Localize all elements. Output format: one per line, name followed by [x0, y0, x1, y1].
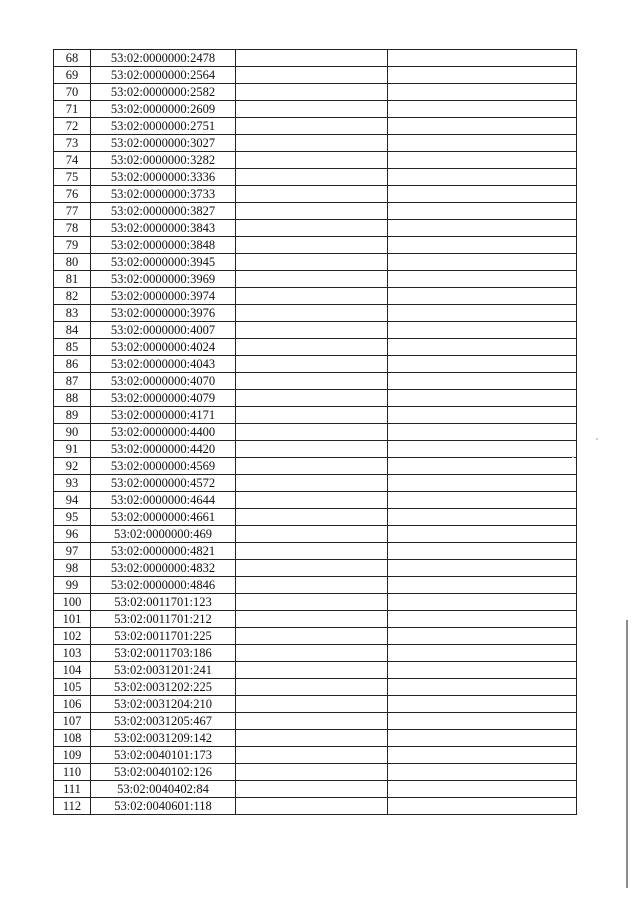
cadastral-number-cell: 53:02:0000000:3027 — [91, 135, 236, 152]
cadastral-number-cell: 53:02:0000000:469 — [91, 526, 236, 543]
table-row — [54, 305, 577, 322]
table-row — [54, 390, 577, 407]
empty-cell-3 — [236, 152, 388, 169]
cadastral-number-cell: 53:02:0000000:4079 — [91, 390, 236, 407]
row-number-cell: 68 — [54, 50, 91, 67]
row-number-cell: 109 — [54, 747, 91, 764]
cadastral-number-cell: 53:02:0031204:210 — [91, 696, 236, 713]
row-number-cell: 94 — [54, 492, 91, 509]
table-row — [54, 645, 577, 662]
cadastral-number-cell: 53:02:0031201:241 — [91, 662, 236, 679]
empty-cell-4 — [388, 339, 577, 356]
cadastral-number-cell: 53:02:0040102:126 — [91, 764, 236, 781]
empty-cell-4 — [388, 67, 577, 84]
empty-cell-3 — [236, 611, 388, 628]
empty-cell-4 — [388, 237, 577, 254]
table-row — [54, 509, 577, 526]
table-row — [54, 560, 577, 577]
table-row — [54, 254, 577, 271]
cadastral-number-cell: 53:02:0000000:3974 — [91, 288, 236, 305]
empty-cell-4 — [388, 152, 577, 169]
row-number-cell: 112 — [54, 798, 91, 815]
empty-cell-4 — [388, 492, 577, 509]
row-number-cell: 71 — [54, 101, 91, 118]
row-number-cell: 111 — [54, 781, 91, 798]
row-number-cell: 89 — [54, 407, 91, 424]
cadastral-number-cell: 53:02:0031205:467 — [91, 713, 236, 730]
table-row — [54, 152, 577, 169]
row-number-cell: 77 — [54, 203, 91, 220]
cadastral-number-cell: 53:02:0000000:4572 — [91, 475, 236, 492]
empty-cell-4 — [388, 50, 577, 67]
table-row — [54, 526, 577, 543]
table-row — [54, 322, 577, 339]
row-number-cell: 83 — [54, 305, 91, 322]
row-number-cell: 101 — [54, 611, 91, 628]
empty-cell-3 — [236, 798, 388, 815]
empty-cell-3 — [236, 424, 388, 441]
cadastral-number-cell: 53:02:0031209:142 — [91, 730, 236, 747]
cadastral-number-cell: 53:02:0000000:3282 — [91, 152, 236, 169]
row-number-cell: 100 — [54, 594, 91, 611]
empty-cell-3 — [236, 271, 388, 288]
empty-cell-3 — [236, 118, 388, 135]
table-row — [54, 356, 577, 373]
empty-cell-4 — [388, 611, 577, 628]
table-row — [54, 135, 577, 152]
empty-cell-4 — [388, 118, 577, 135]
empty-cell-4 — [388, 594, 577, 611]
table-row — [54, 118, 577, 135]
row-number-cell: 74 — [54, 152, 91, 169]
table-row — [54, 781, 577, 798]
empty-cell-4 — [388, 509, 577, 526]
empty-cell-4 — [388, 543, 577, 560]
empty-cell-3 — [236, 560, 388, 577]
empty-cell-3 — [236, 577, 388, 594]
cadastral-number-cell: 53:02:0000000:4661 — [91, 509, 236, 526]
cadastral-number-cell: 53:02:0000000:3848 — [91, 237, 236, 254]
table-row — [54, 84, 577, 101]
row-number-cell: 73 — [54, 135, 91, 152]
table-row — [54, 237, 577, 254]
empty-cell-4 — [388, 662, 577, 679]
cadastral-number-cell: 53:02:0000000:4644 — [91, 492, 236, 509]
empty-cell-4 — [388, 645, 577, 662]
empty-cell-4 — [388, 475, 577, 492]
empty-cell-4 — [388, 288, 577, 305]
empty-cell-3 — [236, 543, 388, 560]
table-row — [54, 407, 577, 424]
table-row — [54, 798, 577, 815]
table-row — [54, 458, 577, 475]
cadastral-number-cell: 53:02:0000000:3827 — [91, 203, 236, 220]
row-number-cell: 104 — [54, 662, 91, 679]
empty-cell-4 — [388, 322, 577, 339]
empty-cell-4 — [388, 203, 577, 220]
empty-cell-4 — [388, 186, 577, 203]
cadastral-number-cell: 53:02:0000000:4420 — [91, 441, 236, 458]
cadastral-number-cell: 53:02:0000000:4569 — [91, 458, 236, 475]
cadastral-number-cell: 53:02:0000000:3733 — [91, 186, 236, 203]
empty-cell-3 — [236, 730, 388, 747]
empty-cell-3 — [236, 628, 388, 645]
row-number-cell: 79 — [54, 237, 91, 254]
empty-cell-3 — [236, 594, 388, 611]
table-row — [54, 713, 577, 730]
empty-cell-3 — [236, 237, 388, 254]
row-number-cell: 107 — [54, 713, 91, 730]
row-number-cell: 98 — [54, 560, 91, 577]
empty-cell-3 — [236, 169, 388, 186]
cadastral-number-cell: 53:02:0011701:225 — [91, 628, 236, 645]
table-row — [54, 577, 577, 594]
row-number-cell: 81 — [54, 271, 91, 288]
table-body — [54, 50, 577, 815]
cadastral-number-cell: 53:02:0000000:4171 — [91, 407, 236, 424]
empty-cell-3 — [236, 475, 388, 492]
cadastral-number-cell: 53:02:0040402:84 — [91, 781, 236, 798]
table-row — [54, 271, 577, 288]
empty-cell-4 — [388, 730, 577, 747]
empty-cell-3 — [236, 322, 388, 339]
empty-cell-3 — [236, 526, 388, 543]
empty-cell-4 — [388, 424, 577, 441]
table-row — [54, 373, 577, 390]
cadastral-number-cell: 53:02:0000000:2751 — [91, 118, 236, 135]
empty-cell-4 — [388, 679, 577, 696]
row-number-cell: 95 — [54, 509, 91, 526]
empty-cell-3 — [236, 679, 388, 696]
empty-cell-4 — [388, 628, 577, 645]
empty-cell-3 — [236, 390, 388, 407]
cadastral-number-cell: 53:02:0040101:173 — [91, 747, 236, 764]
row-number-cell: 75 — [54, 169, 91, 186]
cadastral-number-cell: 53:02:0000000:4821 — [91, 543, 236, 560]
empty-cell-4 — [388, 526, 577, 543]
empty-cell-3 — [236, 713, 388, 730]
empty-cell-4 — [388, 220, 577, 237]
scan-speck — [572, 456, 574, 458]
row-number-cell: 69 — [54, 67, 91, 84]
empty-cell-3 — [236, 254, 388, 271]
row-number-cell: 86 — [54, 356, 91, 373]
cadastral-number-cell: 53:02:0000000:4832 — [91, 560, 236, 577]
empty-cell-4 — [388, 271, 577, 288]
table-row — [54, 730, 577, 747]
cadastral-number-cell: 53:02:0000000:3336 — [91, 169, 236, 186]
cadastral-number-cell: 53:02:0031202:225 — [91, 679, 236, 696]
empty-cell-3 — [236, 356, 388, 373]
cadastral-number-cell: 53:02:0000000:2478 — [91, 50, 236, 67]
table-row — [54, 424, 577, 441]
cadastral-number-cell: 53:02:0000000:4007 — [91, 322, 236, 339]
table-row — [54, 441, 577, 458]
scan-speck — [596, 438, 598, 440]
empty-cell-4 — [388, 560, 577, 577]
cadastral-number-cell: 53:02:0000000:4070 — [91, 373, 236, 390]
empty-cell-4 — [388, 390, 577, 407]
row-number-cell: 96 — [54, 526, 91, 543]
empty-cell-3 — [236, 220, 388, 237]
empty-cell-3 — [236, 135, 388, 152]
empty-cell-3 — [236, 407, 388, 424]
empty-cell-4 — [388, 254, 577, 271]
row-number-cell: 91 — [54, 441, 91, 458]
row-number-cell: 106 — [54, 696, 91, 713]
empty-cell-3 — [236, 781, 388, 798]
empty-cell-4 — [388, 169, 577, 186]
row-number-cell: 76 — [54, 186, 91, 203]
row-number-cell: 85 — [54, 339, 91, 356]
empty-cell-4 — [388, 441, 577, 458]
empty-cell-3 — [236, 747, 388, 764]
row-number-cell: 110 — [54, 764, 91, 781]
row-number-cell: 88 — [54, 390, 91, 407]
empty-cell-4 — [388, 305, 577, 322]
empty-cell-3 — [236, 305, 388, 322]
empty-cell-4 — [388, 407, 577, 424]
empty-cell-3 — [236, 288, 388, 305]
empty-cell-3 — [236, 203, 388, 220]
row-number-cell: 105 — [54, 679, 91, 696]
table-row — [54, 186, 577, 203]
row-number-cell: 92 — [54, 458, 91, 475]
table-row — [54, 67, 577, 84]
table-row — [54, 475, 577, 492]
row-number-cell: 97 — [54, 543, 91, 560]
cadastral-number-cell: 53:02:0000000:3945 — [91, 254, 236, 271]
table-row — [54, 492, 577, 509]
table-row — [54, 288, 577, 305]
empty-cell-3 — [236, 492, 388, 509]
row-number-cell: 108 — [54, 730, 91, 747]
row-number-cell: 102 — [54, 628, 91, 645]
table-row — [54, 764, 577, 781]
empty-cell-4 — [388, 781, 577, 798]
empty-cell-4 — [388, 135, 577, 152]
empty-cell-3 — [236, 441, 388, 458]
empty-cell-3 — [236, 696, 388, 713]
empty-cell-4 — [388, 696, 577, 713]
row-number-cell: 84 — [54, 322, 91, 339]
row-number-cell: 70 — [54, 84, 91, 101]
cadastral-number-cell: 53:02:0000000:4024 — [91, 339, 236, 356]
empty-cell-4 — [388, 747, 577, 764]
cadastral-number-cell: 53:02:0000000:2564 — [91, 67, 236, 84]
row-number-cell: 78 — [54, 220, 91, 237]
empty-cell-3 — [236, 764, 388, 781]
row-number-cell: 103 — [54, 645, 91, 662]
empty-cell-4 — [388, 577, 577, 594]
empty-cell-3 — [236, 339, 388, 356]
empty-cell-3 — [236, 67, 388, 84]
table-row — [54, 747, 577, 764]
empty-cell-3 — [236, 509, 388, 526]
cadastral-number-cell: 53:02:0011701:123 — [91, 594, 236, 611]
empty-cell-3 — [236, 645, 388, 662]
empty-cell-3 — [236, 373, 388, 390]
table-row — [54, 662, 577, 679]
empty-cell-3 — [236, 84, 388, 101]
empty-cell-4 — [388, 764, 577, 781]
cadastral-number-cell: 53:02:0000000:3976 — [91, 305, 236, 322]
empty-cell-3 — [236, 458, 388, 475]
empty-cell-3 — [236, 186, 388, 203]
cadastral-number-cell: 53:02:0000000:4400 — [91, 424, 236, 441]
empty-cell-4 — [388, 356, 577, 373]
table-row — [54, 679, 577, 696]
table-row — [54, 628, 577, 645]
cadastral-number-cell: 53:02:0011701:212 — [91, 611, 236, 628]
empty-cell-4 — [388, 84, 577, 101]
table-row — [54, 101, 577, 118]
empty-cell-4 — [388, 373, 577, 390]
cadastral-number-cell: 53:02:0011703:186 — [91, 645, 236, 662]
table-row — [54, 50, 577, 67]
table-row — [54, 169, 577, 186]
table-row — [54, 203, 577, 220]
cadastral-number-cell: 53:02:0040601:118 — [91, 798, 236, 815]
table-row — [54, 594, 577, 611]
cadastral-number-cell: 53:02:0000000:4846 — [91, 577, 236, 594]
table-row — [54, 696, 577, 713]
empty-cell-4 — [388, 713, 577, 730]
scan-margin-line — [626, 620, 628, 888]
row-number-cell: 90 — [54, 424, 91, 441]
empty-cell-4 — [388, 101, 577, 118]
table-row — [54, 543, 577, 560]
row-number-cell: 80 — [54, 254, 91, 271]
cadastral-number-cell: 53:02:0000000:3969 — [91, 271, 236, 288]
empty-cell-3 — [236, 662, 388, 679]
empty-cell-3 — [236, 101, 388, 118]
empty-cell-4 — [388, 458, 577, 475]
cadastral-number-cell: 53:02:0000000:3843 — [91, 220, 236, 237]
table-row — [54, 220, 577, 237]
table-row — [54, 611, 577, 628]
row-number-cell: 82 — [54, 288, 91, 305]
row-number-cell: 87 — [54, 373, 91, 390]
row-number-cell: 72 — [54, 118, 91, 135]
empty-cell-3 — [236, 50, 388, 67]
cadastral-table — [53, 49, 577, 815]
table-row — [54, 339, 577, 356]
empty-cell-4 — [388, 798, 577, 815]
cadastral-number-cell: 53:02:0000000:4043 — [91, 356, 236, 373]
cadastral-number-cell: 53:02:0000000:2582 — [91, 84, 236, 101]
row-number-cell: 93 — [54, 475, 91, 492]
cadastral-number-cell: 53:02:0000000:2609 — [91, 101, 236, 118]
row-number-cell: 99 — [54, 577, 91, 594]
